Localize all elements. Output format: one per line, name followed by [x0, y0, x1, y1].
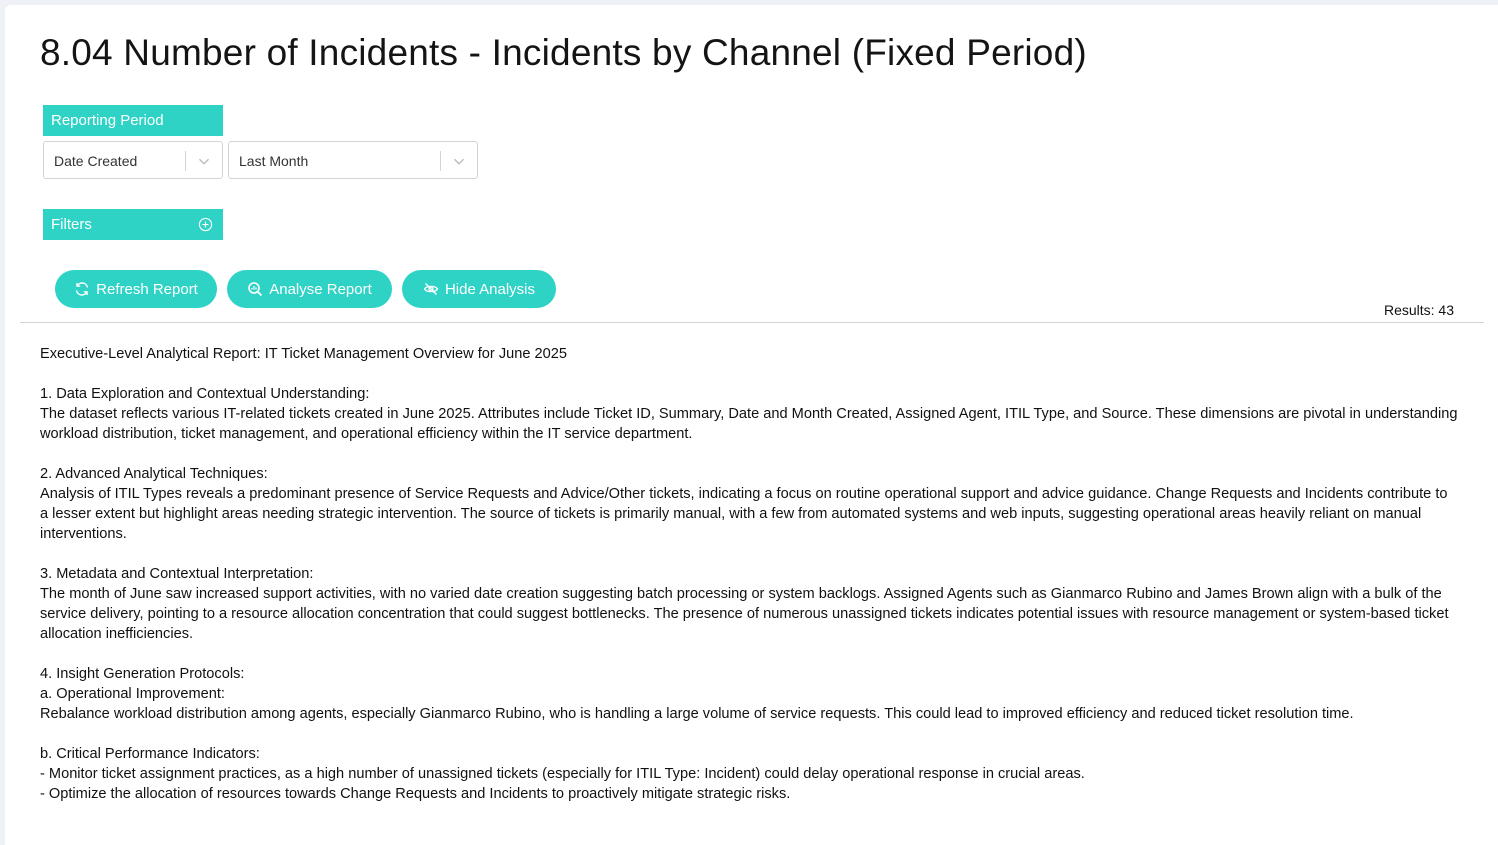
list-item: - Optimize the allocation of resources towards Change Requests and Incidents to proactively mitigate strategic risks. [40, 786, 791, 802]
select-separator [185, 151, 186, 171]
refresh-report-label: Refresh Report [96, 280, 198, 298]
list-item: - Monitor ticket assignment practices, as a high number of unassigned tickets (especially for ITIL Type: Incident) could delay operational response in crucial areas. [40, 766, 1085, 782]
section-body: The dataset reflects various IT-related tickets created in June 2025. Attributes include Ticket ID, Summary, Date and Month Created, Assigned Agent, ITIL Type, and Source. These dimensions are pivotal in understanding workload distribution, ticket management, and operational efficiency within the IT service department. [40, 406, 1458, 442]
filters-toggle[interactable] [43, 209, 223, 240]
analysis-report [40, 344, 1458, 804]
analyse-report-label: Analyse Report [269, 280, 372, 298]
hide-analysis-label: Hide Analysis [444, 280, 536, 298]
section-body: Analysis of ITIL Types reveals a predominant presence of Service Requests and Advice/Other tickets, indicating a focus on routine operational support and advice guidance. Change Requests and Incidents contribute to a lesser extent but highlight areas needing strategic intervention. The source of tickets is primarily manual, with a few from automated systems and web inputs, suggesting operational areas heavily reliant on manual interventions. [40, 486, 1448, 542]
section-body: Rebalance workload distribution among agents, especially Gianmarco Rubino, who is handling a large volume of service requests. This could lead to improved efficiency and reduced ticket resolution time. [40, 706, 1354, 722]
eye-off-icon [423, 281, 439, 297]
report-heading: Executive-Level Analytical Report: IT Ticket Management Overview for June 2025 [40, 346, 567, 362]
filters-label: Filters [51, 216, 92, 233]
search-chart-icon [247, 281, 263, 297]
date-field-select[interactable] [43, 141, 223, 179]
refresh-report-button[interactable] [55, 270, 217, 308]
section-title: 3. Metadata and Contextual Interpretation: [40, 566, 314, 582]
reporting-period-label: Reporting Period [43, 105, 223, 136]
section-title: 4. Insight Generation Protocols: [40, 666, 245, 682]
date-field-value: Date Created [54, 153, 138, 169]
subsection-title: a. Operational Improvement: [40, 686, 225, 702]
section-body: The month of June saw increased support activities, with no varied date creation suggesting batch processing or system backlogs. Assigned Agents such as Gianmarco Rubino and James Brown align with a bulk of the service delivery, pointing to a resource allocation concentration that could suggest bottlenecks. The presence of numerous unassigned tickets indicates potential issues with resource management or system-based ticket allocation inefficiencies. [40, 586, 1449, 642]
hide-analysis-button[interactable] [402, 270, 556, 308]
period-select[interactable] [228, 141, 478, 179]
results-count: Results: 43 [1383, 302, 1454, 318]
section-title: 2. Advanced Analytical Techniques: [40, 466, 268, 482]
page-title: 8.04 Number of Incidents - Incidents by Channel (Fixed Period) [40, 32, 1087, 73]
subsection-title: b. Critical Performance Indicators: [40, 746, 260, 762]
period-value: Last Month [239, 153, 309, 169]
select-separator [440, 151, 441, 171]
refresh-icon [74, 281, 90, 297]
chevron-down-icon [195, 152, 213, 170]
section-divider [20, 322, 1484, 323]
analyse-report-button[interactable] [227, 270, 392, 308]
chevron-down-icon [450, 152, 468, 170]
add-filter-icon[interactable] [198, 217, 213, 232]
section-title: 1. Data Exploration and Contextual Understanding: [40, 386, 370, 402]
